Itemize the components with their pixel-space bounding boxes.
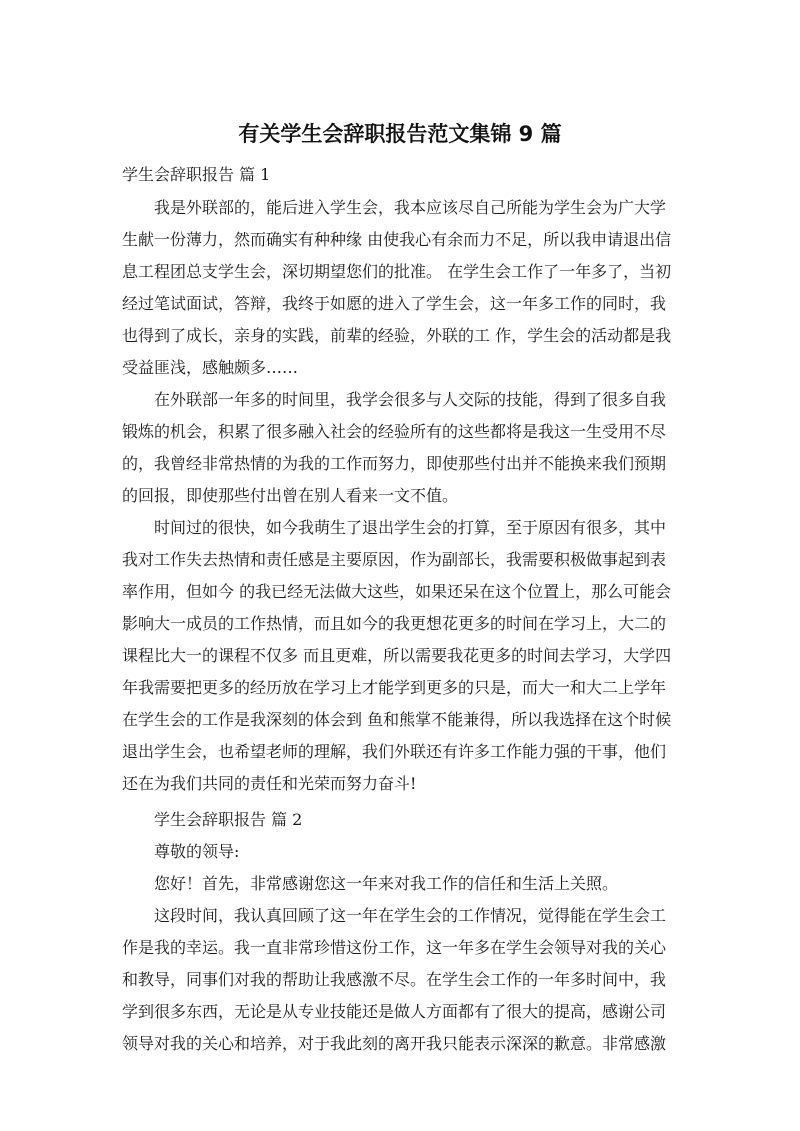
paragraph-line: 的回报，即使那些付出曾在别人看来一文不值。 xyxy=(122,486,459,505)
paragraph-line: 息工程团总支学生会，深切期望您们的批准。 在学生会工作了一年多了，当初 xyxy=(122,262,672,281)
paragraph-line: 领导对我的关心和培养，对于我此刻的离开我只能表示深深的歉意。非常感激 xyxy=(122,1034,667,1053)
paragraph-line: 在学生会的工作是我深刻的体会到 鱼和熊掌不能兼得，所以我选择在这个时候 xyxy=(122,710,672,729)
section-heading-1: 学生会辞职报告 篇 1 xyxy=(122,165,271,184)
paragraph-line: 我对工作失去热情和责任感是主要原因，作为副部长，我需要积极做事起到表 xyxy=(122,550,667,569)
paragraph-line: 这段时间，我认真回顾了这一年在学生会的工作情况，觉得能在学生会工 xyxy=(154,906,667,925)
paragraph-line: 影响大一成员的工作热情，而且如今的我更想花更多的时间在学习上，大二的 xyxy=(122,614,667,633)
paragraph-line: 退出学生会，也希望老师的理解，我们外联还有许多工作能力强的干事，他们 xyxy=(122,742,667,761)
paragraph-line: 锻炼的机会，积累了很多融入社会的经验所有的这些都将是我这一生受用不尽 xyxy=(122,422,667,441)
paragraph-line: 在外联部一年多的时间里，我学会很多与人交际的技能，得到了很多自我 xyxy=(154,390,667,409)
paragraph-line: 经过笔试面试，答辩，我终于如愿的进入了学生会，这一年多工作的同时，我 xyxy=(122,294,667,313)
paragraph-line: 的，我曾经非常热情的为我的工作而努力，即使那些付出并不能换来我们预期 xyxy=(122,454,667,473)
section-heading-2: 学生会辞职报告 篇 2 xyxy=(154,810,303,829)
paragraph-line: 我是外联部的，能后进入学生会，我本应该尽自己所能为学生会为广大学 xyxy=(154,198,667,217)
paragraph-line: 还在为我们共同的责任和光荣而努力奋斗! xyxy=(122,774,417,793)
paragraph-line: 学到很多东西，无论是从专业技能还是做人方面都有了很大的提高，感谢公司 xyxy=(122,1002,667,1021)
salutation: 尊敬的领导: xyxy=(154,842,240,861)
greeting-line: 您好！首先，非常感谢您这一年来对我工作的信任和生活上关照。 xyxy=(154,874,619,893)
paragraph-line: 和教导，同事们对我的帮助让我感激不尽。在学生会工作的一年多时间中，我 xyxy=(122,970,667,989)
paragraph-line: 时间过的很快，如今我萌生了退出学生会的打算，至于原因有很多，其中 xyxy=(154,518,667,537)
paragraph-line: 受益匪浅，感触颇多…… xyxy=(122,358,299,377)
paragraph-line: 课程比大一的课程不仅多 而且更难，所以需要我花更多的时间去学习，大学四 xyxy=(122,646,672,665)
paragraph-line: 年我需要把更多的经历放在学习上才能学到更多的只是，而大一和大二上学年 xyxy=(122,678,667,697)
paragraph-line: 作是我的幸运。我一直非常珍惜这份工作，这一年多在学生会领导对我的关心 xyxy=(122,938,667,957)
document-title: 有关学生会辞职报告范文集锦 9 篇 xyxy=(238,122,562,146)
paragraph-line: 生献一份薄力，然而确实有种种缘 由使我心有余而力不足，所以我申请退出信 xyxy=(122,230,672,249)
paragraph-line: 率作用，但如今 的我已经无法做大这些，如果还呆在这个位置上，那么可能会 xyxy=(122,582,672,601)
paragraph-line: 也得到了成长，亲身的实践，前辈的经验，外联的工 作，学生会的活动都是我 xyxy=(122,326,672,345)
